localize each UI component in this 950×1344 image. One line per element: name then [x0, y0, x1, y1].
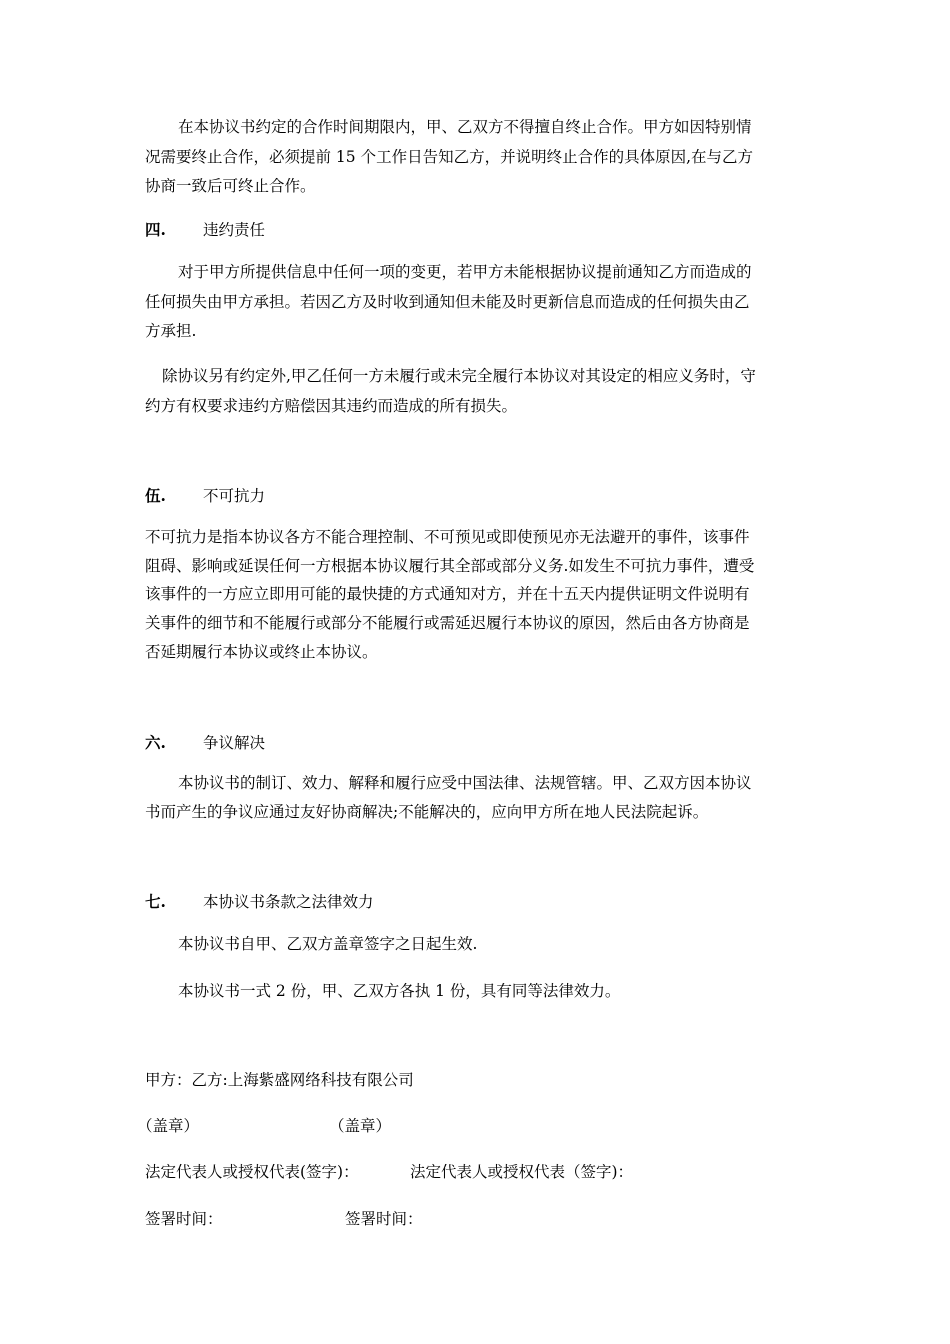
- section-5-line-1: 不可抗力是指本协议各方不能合理控制、不可预见或即使预见亦无法避开的事件，该事件: [145, 528, 750, 546]
- section-4-para1-line-3: 方承担.: [145, 322, 197, 340]
- section-6-title: 争议解决: [203, 734, 266, 752]
- termination-line-2: 况需要终止合作，必须提前 15 个工作日告知乙方，并说明终止合作的具体原因,在与乙方: [145, 148, 754, 166]
- section-4-para1-line-2: 任何损失由甲方承担。若因乙方及时收到通知但未能及时更新信息而造成的任何损失由乙: [145, 293, 750, 311]
- section-5-line-5: 否延期履行本协议或终止本协议。: [145, 643, 378, 661]
- section-7-para-2: 本协议书一式 2 份，甲、乙双方各执 1 份，具有同等法律效力。: [178, 982, 621, 1000]
- parties-line: 甲方：乙方:上海紫盛网络科技有限公司: [145, 1071, 414, 1089]
- section-4-para2-line-1: 除协议另有约定外,甲乙任何一方未履行或未完全履行本协议对其设定的相应义务时，守: [162, 367, 756, 385]
- party-b-sign-date: 签署时间：: [345, 1210, 423, 1228]
- party-b-representative: 法定代表人或授权代表（签字)：: [410, 1163, 634, 1181]
- section-6-number: 六.: [145, 733, 166, 752]
- section-5-number: 伍.: [145, 486, 166, 505]
- section-5-line-3: 该事件的一方应立即用可能的最快捷的方式通知对方，并在十五天内提供证明文件说明有: [145, 585, 750, 603]
- section-4-title: 违约责任: [203, 221, 266, 239]
- party-a-sign-date: 签署时间：: [145, 1210, 223, 1228]
- termination-line-3: 协商一致后可终止合作。: [145, 177, 316, 195]
- section-5-line-2: 阻碍、影响或延误任何一方根据本协议履行其全部或部分义务.如发生不可抗力事件，遭受: [145, 557, 755, 575]
- section-5-line-4: 关事件的细节和不能履行或部分不能履行或需延迟履行本协议的原因，然后由各方协商是: [145, 614, 750, 632]
- section-4-para1-line-1: 对于甲方所提供信息中任何一项的变更，若甲方未能根据协议提前通知乙方而造成的: [178, 263, 752, 281]
- section-4-number: 四.: [145, 220, 166, 239]
- party-a-representative: 法定代表人或授权代表(签字)：: [145, 1163, 359, 1181]
- termination-line-1: 在本协议书约定的合作时间期限内，甲、乙双方不得擅自终止合作。甲方如因特别情: [178, 118, 752, 136]
- party-a-seal: （盖章）: [137, 1117, 200, 1135]
- section-4-para2-line-2: 约方有权要求违约方赔偿因其违约而造成的所有损失。: [145, 397, 518, 415]
- section-7-number: 七.: [145, 892, 166, 911]
- section-7-para-1: 本协议书自甲、乙双方盖章签字之日起生效.: [178, 935, 478, 953]
- party-b-seal: （盖章）: [329, 1117, 392, 1135]
- section-7-title: 本协议书条款之法律效力: [203, 893, 374, 911]
- section-6-line-2: 书而产生的争议应通过友好协商解决;不能解决的，应向甲方所在地人民法院起诉。: [145, 803, 709, 821]
- section-5-title: 不可抗力: [203, 487, 266, 505]
- section-6-line-1: 本协议书的制订、效力、解释和履行应受中国法律、法规管辖。甲、乙双方因本协议: [178, 774, 752, 792]
